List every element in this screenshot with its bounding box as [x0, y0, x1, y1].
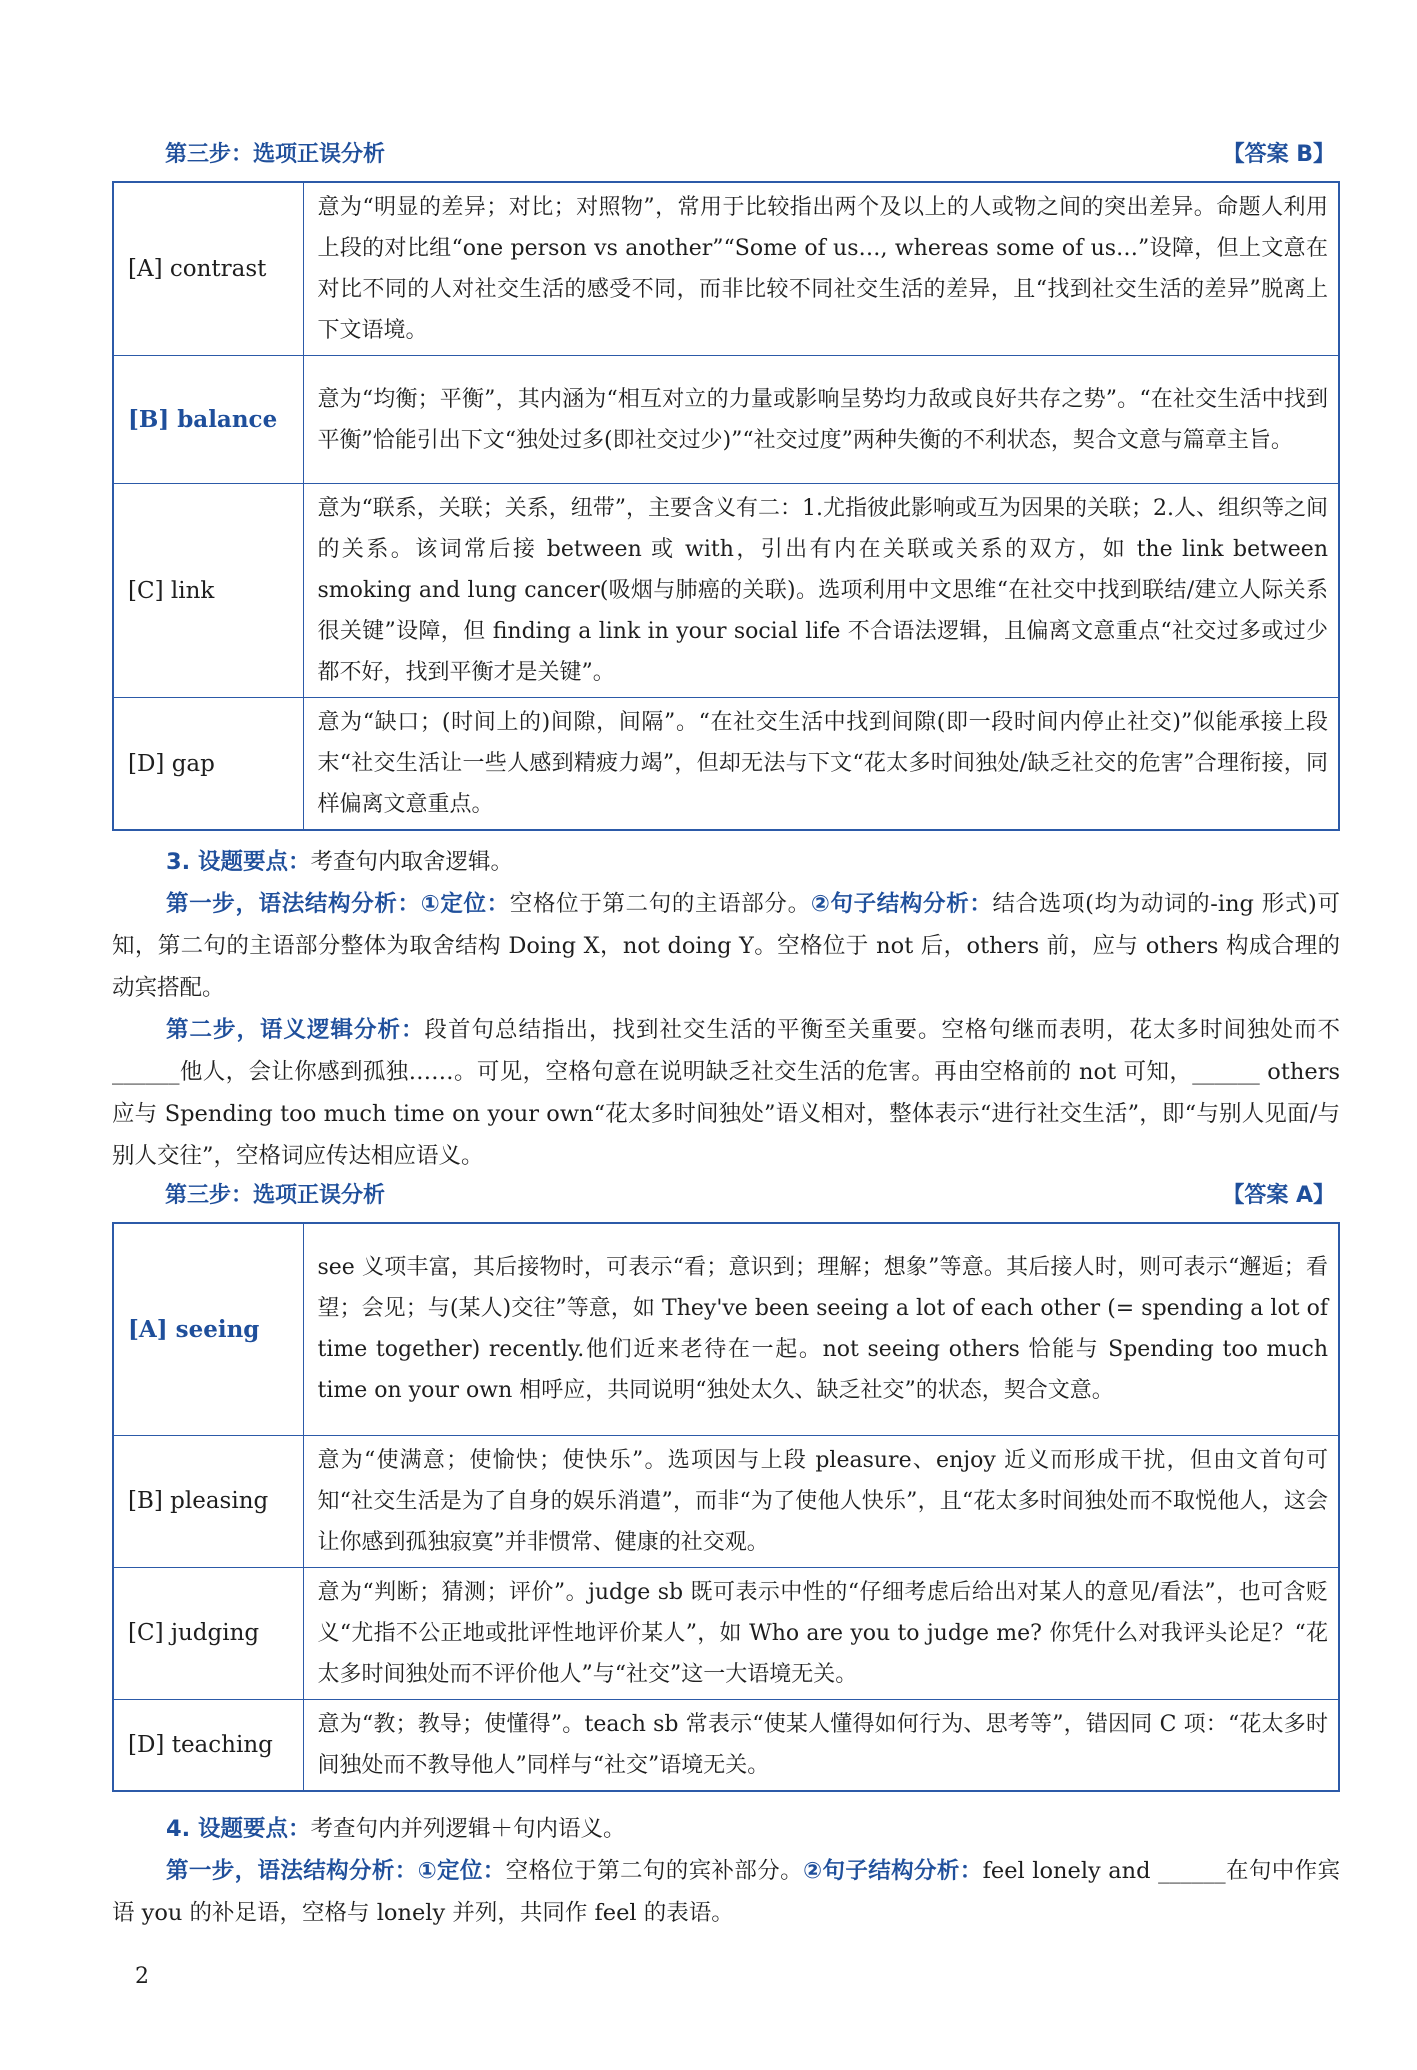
- q4-step1-lead2: ②句子结构分析：: [803, 1858, 983, 1884]
- option-row: [113, 356, 1339, 484]
- step3-label: 第三步：选项正误分析: [165, 1183, 386, 1208]
- option-row: [113, 1435, 1339, 1567]
- option-row: [113, 1699, 1339, 1791]
- q3-step1-a: 空格位于第二句的主语部分。: [509, 891, 811, 917]
- option-label-correct: [A] seeing: [113, 1223, 303, 1435]
- option-label: [A] contrast: [113, 182, 303, 356]
- options-table-b: [112, 181, 1340, 831]
- answer-tag: 【答案 B】: [1222, 142, 1335, 167]
- option-explanation: 意为“判断；猜测；评价”。judge sb 既可表示中性的“仔细考虑后给出对某人的意见/看法”，也可含贬义“尤指不公正地或批评性地评价某人”，如 Who are you to judge me? 你凭什么对我评头论足？“花太多时间独处而不评价他人”与“社交”这一大语境无关。: [303, 1567, 1339, 1699]
- option-explanation: 意为“缺口；(时间上的)间隙，间隔”。“在社交生活中找到间隙(即一段时间内停止社交)”似能承接上段末“社交生活让一些人感到精疲力竭”，但却无法与下文“花太多时间独处/缺乏社交的危害”合理衔接，同样偏离文意重点。: [303, 698, 1339, 831]
- q3-point: [112, 841, 1340, 883]
- step3-label: 第三步：选项正误分析: [165, 142, 386, 167]
- q4-step1-b: feel lonely and ______在句中作宾语 you 的补足语，空格与 lonely 并列，共同作 feel 的表语。: [112, 1858, 1340, 1926]
- step3-heading-b: [165, 137, 1335, 168]
- option-explanation: 意为“明显的差异；对比；对照物”，常用于比较指出两个及以上的人或物之间的突出差异。命题人利用上段的对比组“one person vs another”“Some of us…, whereas some of us…”设障，但上文意在对比不同的人对社交生活的感受不同，而非比较不同社交生活的差异，且“找到社交生活的差异”脱离上下文语境。: [303, 182, 1339, 356]
- option-row: [113, 698, 1339, 831]
- q3-step2-lead: 第二步，语义逻辑分析：: [166, 1017, 425, 1043]
- option-row: [113, 1223, 1339, 1435]
- options-table-q3: [112, 1222, 1340, 1792]
- option-explanation: 意为“均衡；平衡”，其内涵为“相互对立的力量或影响呈势均力敌或良好共存之势”。“在社交生活中找到平衡”恰能引出下文“独处过多(即社交过少)”“社交过度”两种失衡的不利状态，契合文意与篇章主旨。: [303, 356, 1339, 484]
- q3-point-text: 考查句内取舍逻辑。: [310, 849, 514, 875]
- q4-point-text: 考查句内并列逻辑＋句内语义。: [310, 1816, 626, 1842]
- page-number: 2: [135, 1964, 149, 1989]
- q3-step2: [112, 1009, 1340, 1177]
- q3-step1-lead2: ②句子结构分析：: [810, 891, 993, 917]
- option-explanation: see 义项丰富，其后接物时，可表示“看；意识到；理解；想象”等意。其后接人时，则可表示“邂逅；看望；会见；与(某人)交往”等意，如 They've been seeing a lot of each other (= spending a lot of time together) recently.他们近来老待在一起。not seeing others 恰能与 Spending too much time on your own 相呼应，共同说明“独处太久、缺乏社交”的状态，契合文意。: [303, 1223, 1339, 1435]
- option-label: [C] link: [113, 484, 303, 698]
- q3-step1: [112, 883, 1340, 1009]
- q3-point-lead: 3. 设题要点：: [166, 849, 311, 875]
- option-row: [113, 484, 1339, 698]
- q4-step1-a: 空格位于第二句的宾补部分。: [505, 1858, 804, 1884]
- option-label: [D] teaching: [113, 1699, 303, 1791]
- option-label-correct: [B] balance: [113, 356, 303, 484]
- q4-point: [112, 1808, 1340, 1850]
- q3-step1-b: 结合选项(均为动词的-ing 形式)可知，第二句的主语部分整体为取舍结构 Doing X，not doing Y。空格位于 not 后，others 前，应与 others 构成合理的动宾搭配。: [112, 891, 1340, 1001]
- option-row: [113, 1567, 1339, 1699]
- q4-step1-lead: 第一步，语法结构分析：①定位：: [166, 1858, 506, 1884]
- q3-step2-text: 段首句总结指出，找到社交生活的平衡至关重要。空格句继而表明，花太多时间独处而不______他人，会让你感到孤独……。可见，空格句意在说明缺乏社交生活的危害。再由空格前的 not 可知，______ others 应与 Spending too much time on your own“花太多时间独处”语义相对，整体表示“进行社交生活”，即“与别人见面/与别人交往”，空格词应传达相应语义。: [112, 1017, 1340, 1169]
- option-explanation: 意为“使满意；使愉快；使快乐”。选项因与上段 pleasure、enjoy 近义而形成干扰，但由文首句可知“社交生活是为了自身的娱乐消遣”，而非“为了使他人快乐”，且“花太多时间独处而不取悦他人，这会让你感到孤独寂寞”并非惯常、健康的社交观。: [303, 1435, 1339, 1567]
- q4-step1: [112, 1850, 1340, 1934]
- option-row: [113, 182, 1339, 356]
- option-explanation: 意为“联系，关联；关系，纽带”，主要含义有二：1.尤指彼此影响或互为因果的关联；2.人、组织等之间的关系。该词常后接 between 或 with，引出有内在关联或关系的双方，如 the link between smoking and lung cancer(吸烟与肺癌的关联)。选项利用中文思维“在社交中找到联结/建立人际关系很关键”设障，但 finding a link in your social life 不合语法逻辑，且偏离文意重点“社交过多或过少都不好，找到平衡才是关键”。: [303, 484, 1339, 698]
- option-label: [C] judging: [113, 1567, 303, 1699]
- option-label: [B] pleasing: [113, 1435, 303, 1567]
- option-label: [D] gap: [113, 698, 303, 831]
- option-explanation: 意为“教；教导；使懂得”。teach sb 常表示“使某人懂得如何行为、思考等”，错因同 C 项：“花太多时间独处而不教导他人”同样与“社交”语境无关。: [303, 1699, 1339, 1791]
- step3-heading-q3: [165, 1178, 1335, 1209]
- q3-step1-lead: 第一步，语法结构分析：①定位：: [166, 891, 510, 917]
- answer-tag: 【答案 A】: [1222, 1183, 1335, 1208]
- q4-point-lead: 4. 设题要点：: [166, 1816, 311, 1842]
